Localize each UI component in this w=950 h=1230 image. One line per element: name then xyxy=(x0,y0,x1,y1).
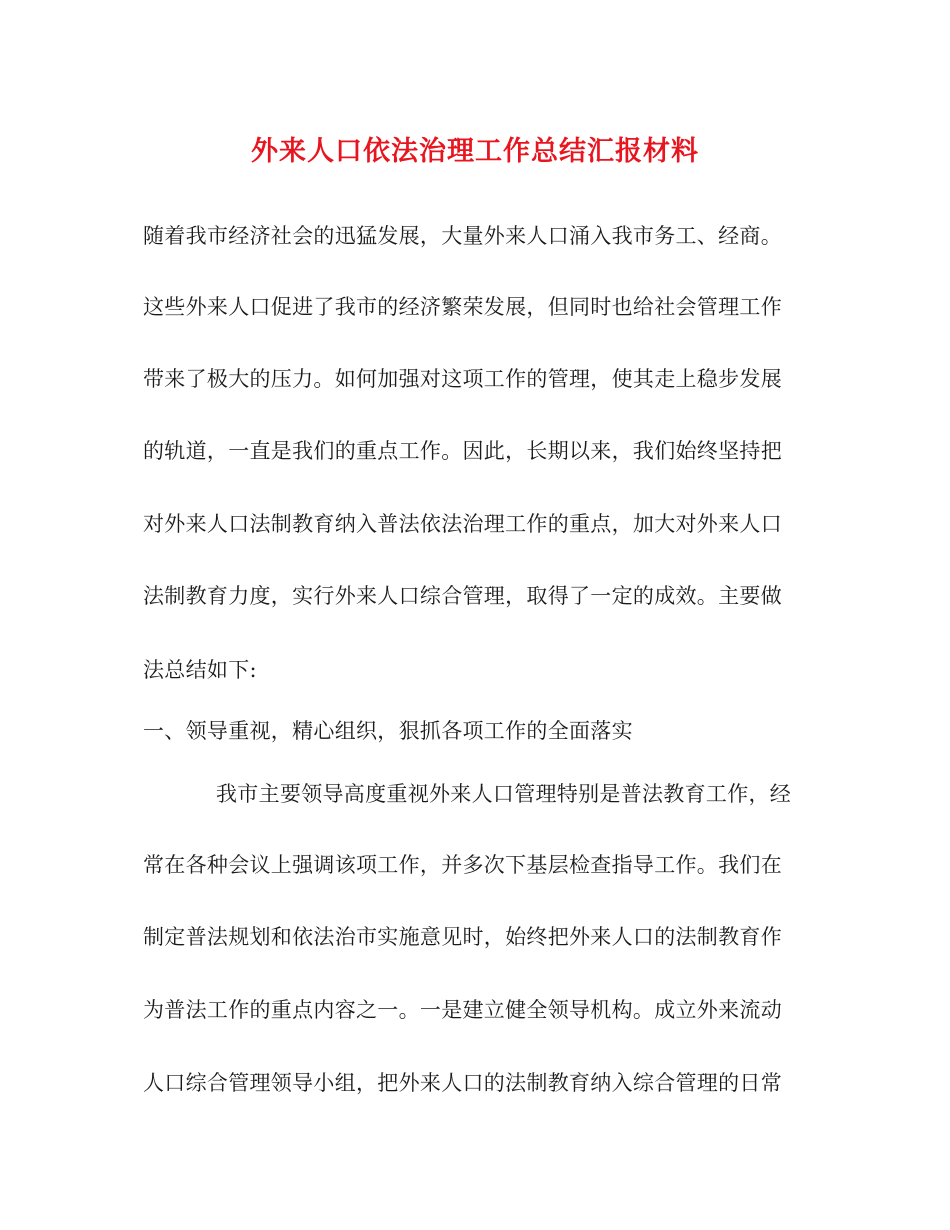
paragraph-line: 我市主要领导高度重视外来人口管理特别是普法教育工作，经 xyxy=(216,782,792,806)
section-heading: 一、领导重视，精心组织，狠抓各项工作的全面落实 xyxy=(143,719,633,743)
paragraph-line: 对外来人口法制教育纳入普法依法治理工作的重点，加大对外来人口 xyxy=(143,512,782,536)
paragraph-line: 制定普法规划和依法治市实施意见时，始终把外来人口的法制教育作 xyxy=(143,925,782,949)
paragraph-line: 法制教育力度，实行外来人口综合管理，取得了一定的成效。主要做 xyxy=(143,584,782,608)
document-title: 外来人口依法治理工作总结汇报材料 xyxy=(251,136,699,167)
paragraph-line: 随着我市经济社会的迅猛发展，大量外来人口涌入我市务工、经商。 xyxy=(143,224,782,248)
paragraph-line: 这些外来人口促进了我市的经济繁荣发展，但同时也给社会管理工作 xyxy=(143,295,782,319)
paragraph-line: 法总结如下: xyxy=(143,658,257,682)
paragraph-line: 带来了极大的压力。如何加强对这项工作的管理，使其走上稳步发展 xyxy=(143,367,782,391)
paragraph-line: 的轨道，一直是我们的重点工作。因此，长期以来，我们始终坚持把 xyxy=(143,439,782,463)
paragraph-line: 常在各种会议上强调该项工作，并多次下基层检查指导工作。我们在 xyxy=(143,853,782,877)
paragraph-line: 人口综合管理领导小组，把外来人口的法制教育纳入综合管理的日常 xyxy=(143,1071,782,1095)
paragraph-line: 为普法工作的重点内容之一。一是建立健全领导机构。成立外来流动 xyxy=(143,998,782,1022)
